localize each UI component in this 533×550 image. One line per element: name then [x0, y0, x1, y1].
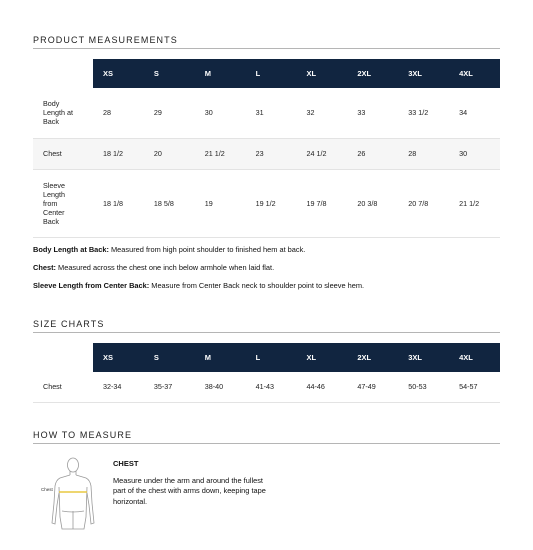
- size-header-s: S: [144, 343, 195, 372]
- table-cell: 20 7/8: [398, 169, 449, 237]
- size-header-row: [33, 59, 500, 88]
- header-corner: [33, 343, 93, 372]
- row-label: Sleeve Length from Center Back: [33, 169, 93, 237]
- size-header-4xl: 4XL: [449, 343, 500, 372]
- size-header-2xl: 2XL: [347, 343, 398, 372]
- size-header-xs: XS: [93, 343, 144, 372]
- how-to-measure-text: [113, 459, 273, 507]
- table-cell: 18 1/8: [93, 169, 144, 237]
- table-cell: 24 1/2: [297, 138, 348, 169]
- product-measurements-title: PRODUCT MEASUREMENTS: [33, 35, 500, 49]
- how-to-measure-section: [33, 455, 503, 535]
- table-cell: 20: [144, 138, 195, 169]
- note-text: Measure from Center Back neck to shoulder point to sleeve hem.: [149, 280, 365, 290]
- table-cell: 20 3/8: [347, 169, 398, 237]
- table-cell: 35-37: [144, 372, 195, 402]
- table-cell: 47-49: [347, 372, 398, 402]
- size-charts-title: SIZE CHARTS: [33, 319, 500, 333]
- table-cell: 41-43: [246, 372, 297, 402]
- size-header-m: M: [195, 59, 246, 88]
- size-header-xl: XL: [297, 59, 348, 88]
- note-term: Chest:: [33, 262, 56, 272]
- how-to-measure-heading: CHEST: [113, 459, 139, 468]
- size-header-xl: XL: [297, 343, 348, 372]
- table-row: [33, 88, 500, 138]
- size-header-s: S: [144, 59, 195, 88]
- table-row: [33, 169, 500, 237]
- table-cell: 19 1/2: [246, 169, 297, 237]
- table-cell: 28: [93, 88, 144, 138]
- size-header-m: M: [195, 343, 246, 372]
- how-to-measure-body: Measure under the arm and around the fullest part of the chest with arms down, keeping tape horizontal.: [113, 476, 266, 506]
- note-body-length: [33, 245, 513, 254]
- table-cell: 23: [246, 138, 297, 169]
- table-cell: 19 7/8: [297, 169, 348, 237]
- size-header-l: L: [246, 59, 297, 88]
- table-cell: 21 1/2: [449, 169, 500, 237]
- table-cell: 19: [195, 169, 246, 237]
- table-cell: 21 1/2: [195, 138, 246, 169]
- note-term: Sleeve Length from Center Back:: [33, 280, 150, 290]
- size-header-4xl: 4XL: [449, 59, 500, 88]
- table-cell: 30: [449, 138, 500, 169]
- body-figure-icon: [33, 455, 103, 533]
- size-header-2xl: 2XL: [347, 59, 398, 88]
- row-label: Chest: [33, 138, 93, 169]
- measurement-notes: [33, 245, 513, 299]
- figure-chest-label: Chest: [41, 487, 53, 492]
- table-row: [33, 138, 500, 169]
- note-term: Body Length at Back:: [33, 245, 109, 254]
- product-measurements-table: [33, 59, 500, 238]
- table-cell: 26: [347, 138, 398, 169]
- table-row: [33, 372, 500, 402]
- note-sleeve-length: [33, 281, 513, 290]
- size-header-l: L: [246, 343, 297, 372]
- table-cell: 50-53: [398, 372, 449, 402]
- table-cell: 31: [246, 88, 297, 138]
- table-cell: 18 5/8: [144, 169, 195, 237]
- table-cell: 32-34: [93, 372, 144, 402]
- note-text: Measured across the chest one inch below armhole when laid flat.: [56, 262, 275, 272]
- body-figure-illustration: [33, 455, 103, 533]
- table-cell: 33: [347, 88, 398, 138]
- size-header-3xl: 3XL: [398, 59, 449, 88]
- table-cell: 30: [195, 88, 246, 138]
- size-header-3xl: 3XL: [398, 343, 449, 372]
- table-cell: 34: [449, 88, 500, 138]
- header-corner: [33, 59, 93, 88]
- table-cell: 54-57: [449, 372, 500, 402]
- table-cell: 28: [398, 138, 449, 169]
- table-cell: 29: [144, 88, 195, 138]
- note-text: Measured from high point shoulder to finished hem at back.: [108, 245, 306, 254]
- row-label: Chest: [33, 372, 93, 402]
- table-cell: 33 1/2: [398, 88, 449, 138]
- size-charts-table: [33, 343, 500, 403]
- note-chest: [33, 263, 513, 272]
- table-cell: 18 1/2: [93, 138, 144, 169]
- size-header-row: [33, 343, 500, 372]
- table-cell: 32: [297, 88, 348, 138]
- table-cell: 38-40: [195, 372, 246, 402]
- row-label: Body Length at Back: [33, 88, 93, 138]
- table-cell: 44-46: [297, 372, 348, 402]
- how-to-measure-title: HOW TO MEASURE: [33, 430, 500, 444]
- size-header-xs: XS: [93, 59, 144, 88]
